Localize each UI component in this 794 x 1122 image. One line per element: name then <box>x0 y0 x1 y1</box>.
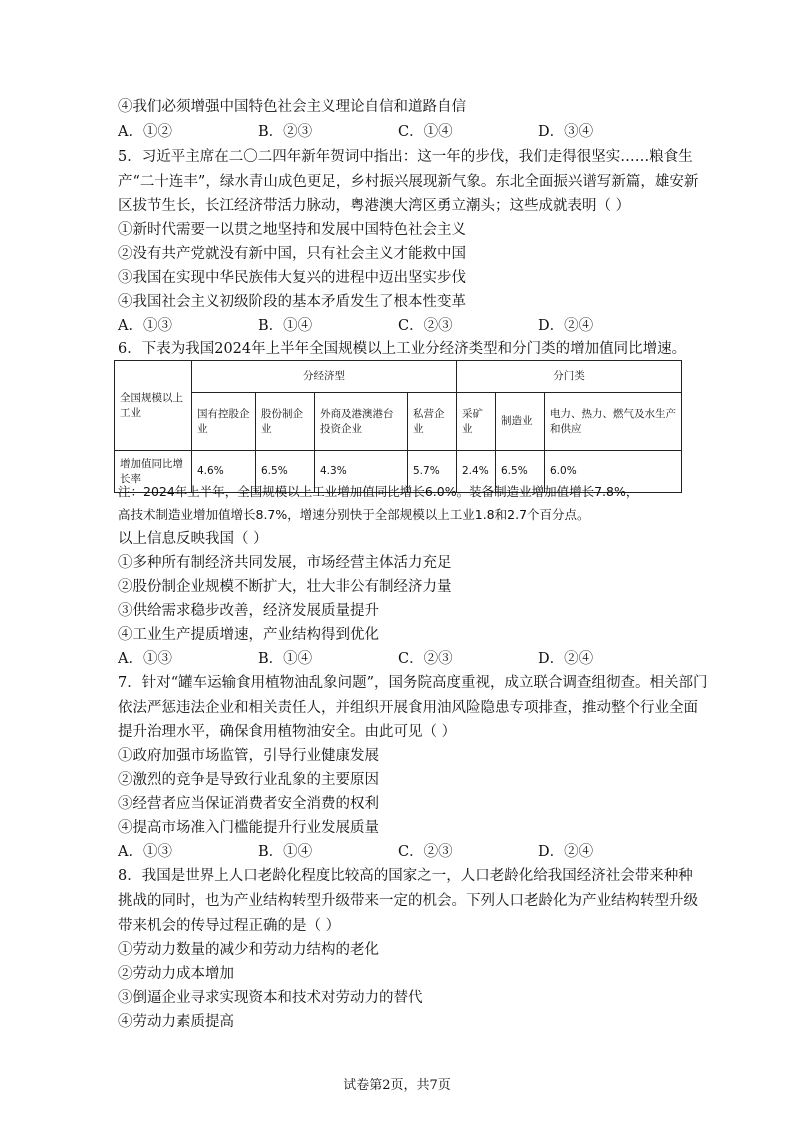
q5-options <box>118 316 678 336</box>
table-cell: 4.3% <box>315 451 408 493</box>
table-value-row-label: 增加值同比增长率 <box>115 451 192 493</box>
q5-statement-1: ①新时代需要一以贯之地坚持和发展中国特色社会主义 <box>118 222 466 238</box>
table-col-utilities: 电力、热力、燃气及水生产和供应 <box>545 393 682 451</box>
table-cell: 6.0% <box>545 451 682 493</box>
q5-option-d: D．②④ <box>538 318 594 334</box>
industry-growth-table <box>114 360 682 493</box>
q8-stem-line-3: 带来机会的传导过程正确的是（ ） <box>118 918 341 934</box>
q7-option-d: D．②④ <box>538 844 594 860</box>
table-col-joint-stock: 股份制企业 <box>256 393 315 451</box>
q7-statement-1: ①政府加强市场监管，引导行业健康发展 <box>118 748 379 764</box>
q6-stem: 6．下表为我国2024年上半年全国规模以上工业分经济类型和分门类的增加值同比增速。 <box>118 341 687 357</box>
q5-option-c: C．②③ <box>398 318 453 334</box>
q8-statement-4: ④劳动力素质提高 <box>118 1014 234 1030</box>
table-col-private: 私营企业 <box>408 393 457 451</box>
q5-statement-2: ②没有共产党就没有新中国，只有社会主义才能救中国 <box>118 246 466 262</box>
q6-option-a: A．①③ <box>118 651 172 667</box>
q4-option-b: B．②③ <box>258 124 313 140</box>
q6-note-line-1: 注：2024年上半年，全国规模以上工业增加值同比增长6.0%。装备制造业增加值增长7.8%， <box>118 484 639 499</box>
q8-statement-2: ②劳动力成本增加 <box>118 966 234 982</box>
q6-statement-3: ③供给需求稳步改善，经济发展质量提升 <box>118 603 379 619</box>
q8-statement-1: ①劳动力数量的减少和劳动力结构的老化 <box>118 942 379 958</box>
q8-stem-line-2: 挑战的同时，也为产业结构转型升级带来一定的机会。下列人口老龄化为产业结构转型升级 <box>118 893 698 909</box>
q6-statement-4: ④工业生产提质增速，产业结构得到优化 <box>118 627 379 643</box>
q8-statement-3: ③倒逼企业寻求实现资本和技术对劳动力的替代 <box>118 990 423 1006</box>
q7-stem-line-2: 依法严惩违法企业和相关责任人，并组织开展食用油风险隐患专项排查，推动整个行业全面 <box>118 700 698 716</box>
table-cell: 6.5% <box>496 451 545 493</box>
q7-statement-4: ④提高市场准入门槛能提升行业发展质量 <box>118 820 379 836</box>
q5-stem-line-2: 产“二十连丰”，绿水青山成色更足，乡村振兴展现新气象。东北全面振兴谱写新篇，雄安新 <box>118 174 699 190</box>
q5-statement-4: ④我国社会主义初级阶段的基本矛盾发生了根本性变革 <box>118 294 466 310</box>
table-col-state-owned: 国有控股企业 <box>192 393 256 451</box>
q6-note-line-2: 高技术制造业增加值增长8.7%，增速分别快于全部规模以上工业1.8和2.7个百分点。 <box>118 507 590 522</box>
q6-option-b: B．①④ <box>258 651 313 667</box>
table-col-mining: 采矿业 <box>457 393 496 451</box>
q7-option-b: B．①④ <box>258 844 313 860</box>
q7-options <box>118 842 678 862</box>
q7-statement-2: ②激烈的竞争是导致行业乱象的主要原因 <box>118 772 379 788</box>
table-cell: 6.5% <box>256 451 315 493</box>
table-row-header: 全国规模以上工业 <box>115 361 192 451</box>
q4-option-c: C．①④ <box>398 124 453 140</box>
q7-stem-line-3: 提升治理水平，确保食用植物油安全。由此可见（ ） <box>118 724 457 740</box>
q6-statement-1: ①多种所有制经济共同发展，市场经营主体活力充足 <box>118 555 452 571</box>
q6-option-c: C．②③ <box>398 651 453 667</box>
q4-option-a: A．①② <box>118 124 172 140</box>
table-group-econ: 分经济型 <box>192 361 457 393</box>
table-cell: 5.7% <box>408 451 457 493</box>
q5-option-a: A．①③ <box>118 318 172 334</box>
q5-option-b: B．①④ <box>258 318 313 334</box>
page-footer: 试卷第2页，共7页 <box>343 1078 451 1093</box>
q7-statement-3: ③经营者应当保证消费者安全消费的权利 <box>118 796 379 812</box>
q7-option-a: A．①③ <box>118 844 172 860</box>
q6-options <box>118 649 678 669</box>
q8-stem-line-1: 8．我国是世界上人口老龄化程度比较高的国家之一，人口老龄化给我国经济社会带来种种 <box>118 868 693 884</box>
q6-lead: 以上信息反映我国（ ） <box>118 531 268 547</box>
q4-option-d: D．③④ <box>538 124 594 140</box>
q7-option-c: C．②③ <box>398 844 453 860</box>
q5-stem-line-1: 5．习近平主席在二〇二四年新年贺词中指出：这一年的步伐，我们走得很坚实……粮食生 <box>118 149 693 165</box>
table-cell: 4.6% <box>192 451 256 493</box>
q7-stem-line-1: 7．针对“罐车运输食用植物油乱象问题”，国务院高度重视，成立联合调查组彻查。相关部门 <box>118 675 708 691</box>
table-cell: 2.4% <box>457 451 496 493</box>
q4-statement-4: ④我们必须增强中国特色社会主义理论自信和道路自信 <box>118 99 466 115</box>
table-col-foreign: 外商及港澳港台投资企业 <box>315 393 408 451</box>
q4-options <box>118 122 678 142</box>
table-col-manufacturing: 制造业 <box>496 393 545 451</box>
table-group-sector: 分门类 <box>457 361 682 393</box>
q5-stem-line-3: 区拔节生长，长江经济带活力脉动，粤港澳大湾区勇立潮头；这些成就表明（ ） <box>118 198 631 214</box>
q6-option-d: D．②④ <box>538 651 594 667</box>
q6-statement-2: ②股份制企业规模不断扩大，壮大非公有制经济力量 <box>118 579 452 595</box>
q5-statement-3: ③我国在实现中华民族伟大复兴的进程中迈出坚实步伐 <box>118 270 466 286</box>
